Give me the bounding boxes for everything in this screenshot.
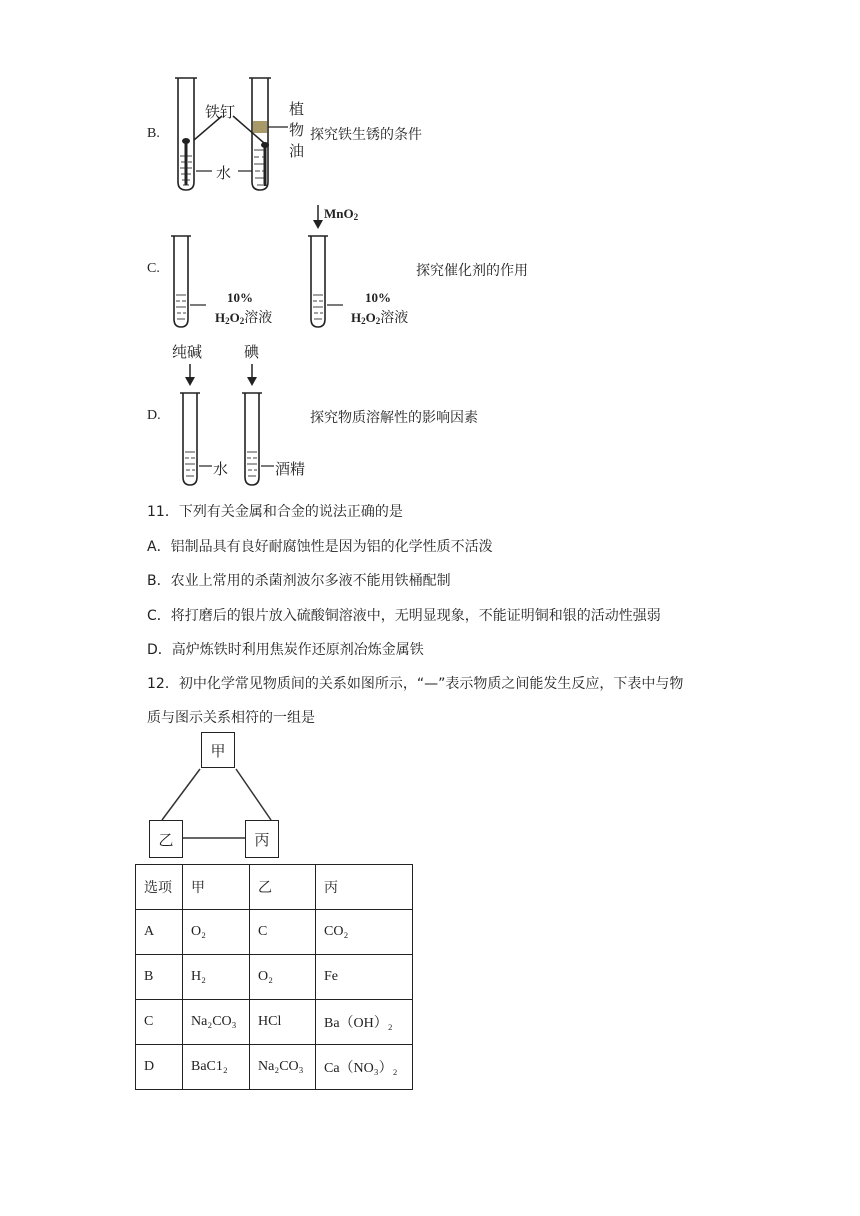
header-cell: 甲 bbox=[183, 865, 250, 910]
water-label-d: 水 bbox=[213, 460, 229, 478]
arrow-iodine bbox=[247, 364, 257, 386]
alcohol-label: 酒精 bbox=[275, 460, 306, 478]
q11-option-b: B．农业上常用的杀菌剂波尔多液不能用铁桶配制 bbox=[147, 573, 451, 589]
oil-label-3: 油 bbox=[289, 142, 305, 160]
node-yi: 乙 bbox=[149, 820, 183, 858]
node-bing: 丙 bbox=[245, 820, 279, 858]
option-c-letter: C. bbox=[147, 261, 160, 276]
table-cell: Na₂CO₃ bbox=[183, 1000, 250, 1045]
table-cell: O₂ bbox=[183, 910, 250, 955]
q12-stem-line2: 质与图示关系相符的一组是 bbox=[147, 710, 315, 726]
arrow-soda bbox=[185, 364, 195, 386]
option-d-caption: 探究物质溶解性的影响因素 bbox=[310, 410, 478, 426]
option-b-caption: 探究铁生锈的条件 bbox=[310, 127, 422, 143]
table-cell: C bbox=[250, 910, 316, 955]
q12-options-table bbox=[135, 864, 413, 1090]
table-cell: Ca（NO₃）₂ bbox=[316, 1045, 413, 1090]
node-jia: 甲 bbox=[201, 732, 235, 768]
oil-label-2: 物 bbox=[289, 121, 305, 139]
oil-label-1: 植 bbox=[289, 100, 305, 118]
h2o2-solution-left: $H_2O_2$溶液 bbox=[215, 310, 273, 326]
table-cell: BaC1₂ bbox=[183, 1045, 250, 1090]
header-cell: 丙 bbox=[316, 865, 413, 910]
option-d-letter: D. bbox=[147, 408, 161, 423]
q11-option-a: A．铝制品具有良好耐腐蚀性是因为铝的化学性质不活泼 bbox=[147, 539, 493, 555]
table-cell: D bbox=[136, 1045, 183, 1090]
test-tube-right-d bbox=[242, 393, 262, 485]
plant-oil-layer bbox=[253, 121, 267, 133]
water-label: 水 bbox=[216, 164, 232, 182]
test-tube-right-b bbox=[249, 78, 271, 190]
table-header-row bbox=[136, 865, 413, 910]
q11-option-d: D．高炉炼铁时利用焦炭作还原剂冶炼金属铁 bbox=[147, 642, 424, 658]
q12-stem-line1: 12．初中化学常见物质间的关系如图所示，“—”表示物质之间能发生反应，下表中与物 bbox=[147, 676, 684, 692]
table-row bbox=[136, 910, 413, 955]
table-row bbox=[136, 1045, 413, 1090]
table-cell: Ba（OH）₂ bbox=[316, 1000, 413, 1045]
test-tube-left-c bbox=[171, 236, 191, 327]
table-cell: B bbox=[136, 955, 183, 1000]
option-c-caption: 探究催化剂的作用 bbox=[416, 263, 528, 279]
test-tube-left-d bbox=[180, 393, 200, 485]
q11-option-c: C．将打磨后的银片放入硫酸铜溶液中，无明显现象，不能证明铜和银的活动性强弱 bbox=[147, 608, 661, 624]
option-b-letter: B. bbox=[147, 126, 160, 141]
arrow-mno2 bbox=[313, 205, 323, 229]
table-row bbox=[136, 955, 413, 1000]
conc-right: 10% bbox=[365, 290, 391, 305]
table-cell: A bbox=[136, 910, 183, 955]
test-tube-left-b bbox=[175, 78, 197, 190]
h2o2-solution-right: $H_2O_2$溶液 bbox=[351, 310, 409, 326]
table-cell: CO₂ bbox=[316, 910, 413, 955]
table-row bbox=[136, 1000, 413, 1045]
q11-stem: 11．下列有关金属和合金的说法正确的是 bbox=[147, 504, 403, 520]
table-cell: O₂ bbox=[250, 955, 316, 1000]
table-cell: HCl bbox=[250, 1000, 316, 1045]
table-cell: H₂ bbox=[183, 955, 250, 1000]
nail-label: 铁钉 bbox=[205, 103, 236, 121]
header-cell: 乙 bbox=[250, 865, 316, 910]
test-tube-right-c bbox=[308, 236, 328, 327]
conc-left: 10% bbox=[227, 290, 253, 305]
soda-label: 纯碱 bbox=[172, 343, 203, 361]
header-cell: 选项 bbox=[136, 865, 183, 910]
table-cell: Na₂CO₃ bbox=[250, 1045, 316, 1090]
table-cell: C bbox=[136, 1000, 183, 1045]
iodine-label: 碘 bbox=[244, 343, 260, 361]
mno2-label: MnO$_2$ bbox=[324, 206, 359, 222]
table-cell: Fe bbox=[316, 955, 413, 1000]
